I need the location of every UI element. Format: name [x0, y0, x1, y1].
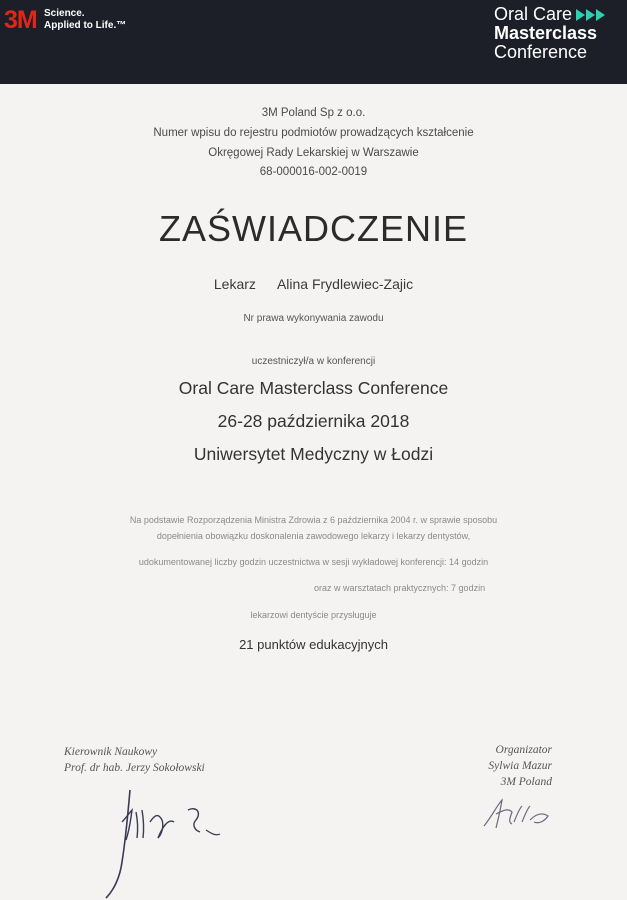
- participation-intro: uczestniczył/a w konferencji: [251, 356, 376, 367]
- tagline-line-1: Science.: [44, 8, 85, 19]
- play-arrows-icon: [576, 8, 606, 22]
- certificate-title: ZAŚWIADCZENIE: [158, 208, 468, 249]
- header-band: [0, 0, 627, 84]
- brand-line-2: Masterclass: [494, 23, 598, 43]
- recipient-role: Lekarz: [213, 276, 256, 292]
- education-points: 21 punktów edukacyjnych: [239, 637, 388, 652]
- right-signatory-title: Organizator: [495, 744, 552, 756]
- registry-number: 68-000016-002-0019: [259, 166, 368, 178]
- right-signatory-org: 3M Poland: [500, 776, 552, 788]
- license-label: Nr prawa wykonywania zawodu: [243, 313, 384, 324]
- left-signature-image: [92, 782, 232, 900]
- workshop-hours: oraz w warsztatach praktycznych: 7 godzin: [314, 583, 486, 593]
- left-signatory-name: Prof. dr hab. Jerzy Sokołowski: [64, 762, 205, 774]
- conference-name: Oral Care Masterclass Conference: [178, 378, 449, 398]
- registry-line-2: Okręgowej Rady Lekarskiej w Warszawie: [208, 147, 419, 159]
- conference-dates: 26-28 października 2018: [217, 411, 410, 431]
- legal-line-1: Na podstawie Rozporządzenia Ministra Zdrowia z 6 października 2004 r. w sprawie sposobu: [129, 515, 498, 525]
- entitled-line: lekarzowi dentyście przysługuje: [250, 610, 377, 620]
- right-signatory-name: Sylwia Mazur: [488, 760, 552, 772]
- issuer-company: 3M Poland Sp z o.o.: [261, 107, 366, 119]
- conference-brand: [494, 5, 597, 62]
- recipient-row: [0, 276, 627, 292]
- left-signatory: [64, 744, 205, 776]
- left-signatory-title: Kierownik Naukowy: [64, 746, 158, 758]
- legal-line-2: dopełnienia obowiązku doskonalenia zawodowego lekarzy i lekarzy dentystów,: [156, 531, 471, 541]
- lecture-hours: udokumentowanej liczby godzin uczestnictwa w sesji wykładowej konferencji: 14 godzin: [138, 557, 489, 567]
- right-signatory: [488, 742, 552, 790]
- right-signature-image: [478, 794, 558, 834]
- registry-line-1: Numer wpisu do rejestru podmiotów prowadzących kształcenie: [153, 127, 474, 139]
- tagline-line-2: Applied to Life.™: [44, 20, 127, 31]
- conference-venue: Uniwersytet Medyczny w Łodzi: [193, 444, 434, 464]
- 3m-logo: 3M: [4, 6, 37, 34]
- logo-tagline: [44, 8, 126, 32]
- brand-line-3: Conference: [494, 42, 588, 62]
- brand-line-1: Oral Care: [494, 5, 597, 24]
- recipient-name: Alina Frydlewiec-Zajic: [276, 276, 414, 292]
